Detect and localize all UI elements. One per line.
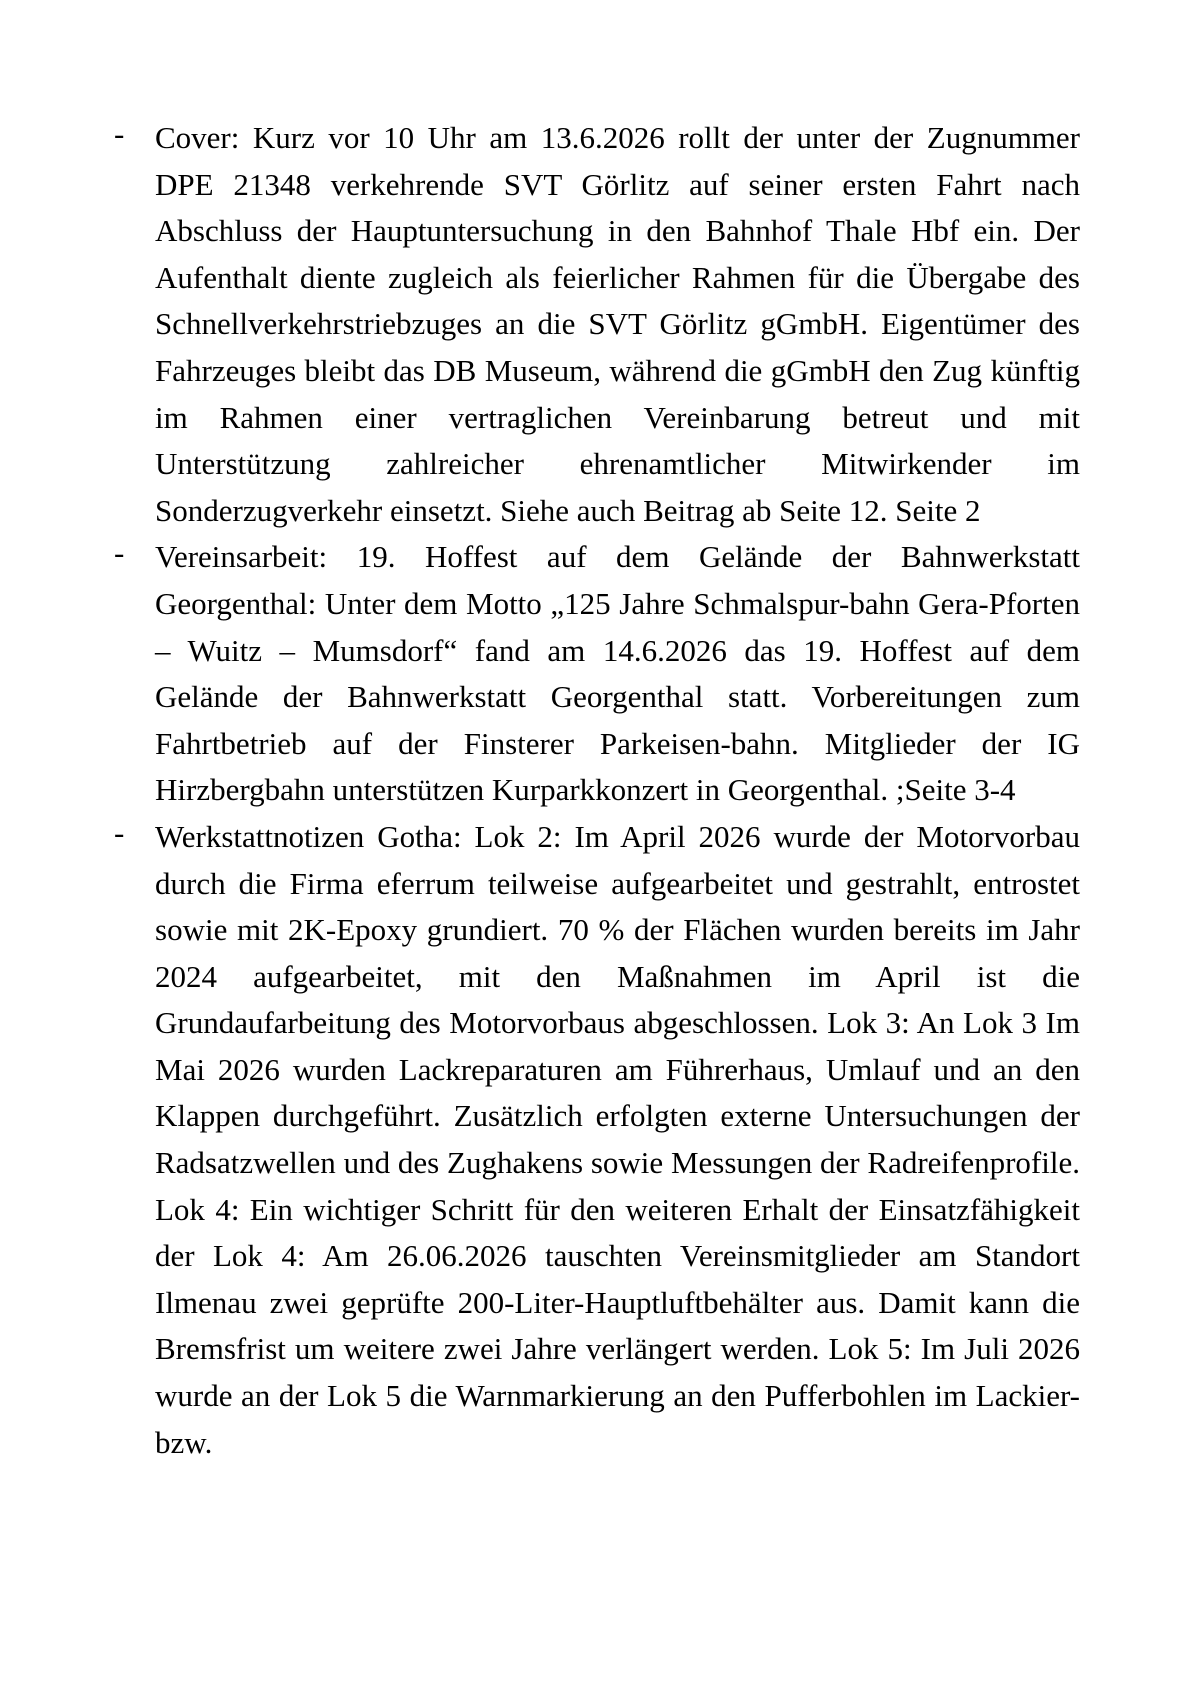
list-item-text: Cover: Kurz vor 10 Uhr am 13.6.2026 rollt der unter der Zugnummer DPE 21348 verkehrende SVT Görlitz auf seiner ersten Fahrt nach Abschluss der Hauptuntersuchung in den Bahnhof Thale Hbf ein. Der Aufenthalt diente zugleich als feierlicher Rahmen für die Übergabe des Schnellverkehrstriebzuges an die SVT Görlitz gGmbH. Eigentümer des Fahrzeuges bleibt das DB Museum, während die gGmbH den Zug künftig im Rahmen einer vertraglichen Vereinbarung betreut und mit Unterstützung zahlreicher ehrenamtlicher Mitwirkender im Sonderzugverkehr einsetzt. Siehe auch Beitrag ab Seite 12. Seite 2 (155, 120, 1080, 528)
summary-list (100, 115, 1080, 1466)
list-item-text: Vereinsarbeit: 19. Hoffest auf dem Gelände der Bahnwerkstatt Georgenthal: Unter dem Motto „125 Jahre Schmalspur-bahn Gera-Pforten – Wuitz – Mumsdorf“ fand am 14.6.2026 das 19. Hoffest auf dem Gelände der Bahnwerkstatt Georgenthal statt. Vorbereitungen zum Fahrtbetrieb auf der Finsterer Parkeisen-bahn. Mitglieder der IG Hirzbergbahn unterstützen Kurparkkonzert in Georgenthal. ;Seite 3-4 (155, 539, 1080, 808)
list-item-text: Werkstattnotizen Gotha: Lok 2: Im April 2026 wurde der Motorvorbau durch die Firma eferrum teilweise aufgearbeitet und gestrahlt, entrostet sowie mit 2K-Epoxy grundiert. 70 % der Flächen wurden bereits im Jahr 2024 aufgearbeitet, mit den Maßnahmen im April ist die Grundaufarbeitung des Motorvorbaus abgeschlossen. Lok 3: An Lok 3 Im Mai 2026 wurden Lackreparaturen am Führerhaus, Umlauf und an den Klappen durchgeführt. Zusätzlich erfolgten externe Untersuchungen der Radsatzwellen und des Zughakens sowie Messungen der Radreifenprofile. Lok 4: Ein wichtiger Schritt für den weiteren Erhalt der Einsatzfähigkeit der Lok 4: Am 26.06.2026 tauschten Vereinsmitglieder am Standort Ilmenau zwei geprüfte 200-Liter-Hauptluftbehälter aus. Damit kann die Bremsfrist um weitere zwei Jahre verlängert werden. Lok 5: Im Juli 2026 wurde an der Lok 5 die Warnmarkierung an den Pufferbohlen im Lackier- bzw. (155, 818, 1080, 1460)
list-bullet: - (114, 116, 125, 151)
list-bullet: - (114, 535, 125, 571)
list-item-cover (100, 115, 1080, 534)
list-item-vereinsarbeit (100, 534, 1080, 814)
list-bullet: - (114, 814, 125, 850)
list-item-werkstattnotizen (100, 814, 1080, 1466)
